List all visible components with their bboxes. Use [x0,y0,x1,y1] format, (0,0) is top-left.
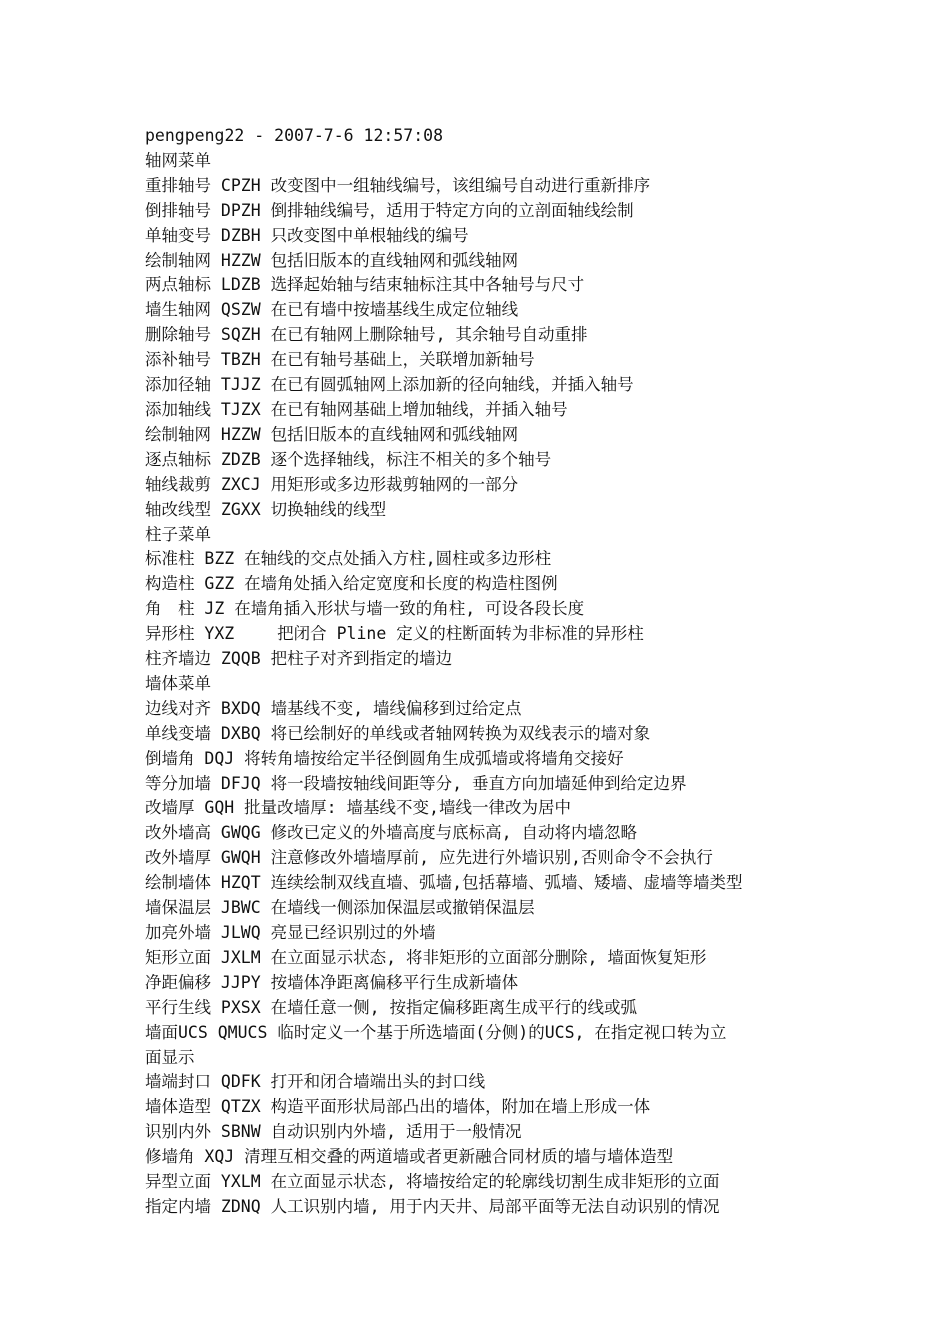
command-line: 墙生轴网 QSZW 在已有墙中按墙基线生成定位轴线 [145,300,519,320]
command-line: 添加轴线 TJZX 在已有轴网基础上增加轴线，并插入轴号 [145,399,568,419]
command-line: 墙端封口 QDFK 打开和闭合墙端出头的封口线 [145,1072,486,1092]
command-line: 单线变墙 DXBQ 将已绘制好的单线或者轴网转换为双线表示的墙对象 [145,723,651,743]
command-line: 标准柱 BZZ 在轴线的交点处插入方柱,圆柱或多边形柱 [145,549,552,569]
command-line: 角 柱 JZ 在墙角插入形状与墙一致的角柱, 可设各段长度 [145,599,585,619]
command-line: 异型立面 YXLM 在立面显示状态, 将墙按给定的轮廓线切割生成非矩形的立面 [145,1172,720,1192]
command-line: 添加径轴 TJJZ 在已有圆弧轴网上添加新的径向轴线，并插入轴号 [145,375,634,395]
command-line: 净距偏移 JJPY 按墙体净距离偏移平行生成新墙体 [145,972,519,992]
command-line: 倒排轴号 DPZH 倒排轴线编号，适用于特定方向的立剖面轴线绘制 [145,200,634,220]
command-line: 轴改线型 ZGXX 切换轴线的线型 [145,499,387,519]
command-line: 绘制轴网 HZZW 包括旧版本的直线轴网和弧线轴网 [145,424,519,444]
document-body [145,124,805,1220]
command-line: 单轴变号 DZBH 只改变图中单根轴线的编号 [145,225,469,245]
command-line-continuation: 面显示 [145,1047,195,1067]
command-line: 修墙角 XQJ 清理互相交叠的两道墙或者更新融合同材质的墙与墙体造型 [145,1147,674,1167]
section-heading-column-menu: 柱子菜单 [145,524,211,544]
command-line: 识别内外 SBNW 自动识别内外墙, 适用于一般情况 [145,1122,522,1142]
command-line: 平行生线 PXSX 在墙任意一侧, 按指定偏移距离生成平行的线或弧 [145,997,637,1017]
command-line: 改外墙高 GWQG 修改已定义的外墙高度与底标高, 自动将内墙忽略 [145,823,637,843]
command-line: 指定内墙 ZDNQ 人工识别内墙, 用于内天井、局部平面等无法自动识别的情况 [145,1196,720,1216]
command-line: 逐点轴标 ZDZB 逐个选择轴线，标注不相关的多个轴号 [145,449,552,469]
command-line: 加亮外墙 JLWQ 亮显已经识别过的外墙 [145,923,436,942]
command-line: 墙保温层 JBWC 在墙线一侧添加保温层或撤销保温层 [145,898,535,918]
command-line: 矩形立面 JXLM 在立面显示状态, 将非矩形的立面部分删除, 墙面恢复矩形 [145,947,707,967]
section-heading-axis-menu: 轴网菜单 [145,150,211,170]
command-line: 改墙厚 GQH 批量改墙厚: 墙基线不变,墙线一律改为居中 [145,798,571,818]
command-line: 轴线裁剪 ZXCJ 用矩形或多边形裁剪轴网的一部分 [145,474,519,494]
command-line: 倒墙角 DQJ 将转角墙按给定半径倒圆角生成弧墙或将墙角交接好 [145,748,624,768]
command-line: 墙体造型 QTZX 构造平面形状局部凸出的墙体，附加在墙上形成一体 [145,1097,651,1117]
command-line: 异形柱 YXZ 把闭合 Pline 定义的柱断面转为非标准的异形柱 [145,624,644,644]
command-line: 等分加墙 DFJQ 将一段墙按轴线间距等分, 垂直方向加墙延伸到给定边界 [145,773,687,793]
command-line: 添补轴号 TBZH 在已有轴号基础上，关联增加新轴号 [145,350,535,370]
command-line: 绘制轴网 HZZW 包括旧版本的直线轴网和弧线轴网 [145,250,519,270]
section-heading-wall-menu: 墙体菜单 [145,673,211,693]
command-line: 绘制墙体 HZQT 连续绘制双线直墙、弧墙,包括幕墙、弧墙、矮墙、虚墙等墙类型 [145,873,743,893]
command-line: 构造柱 GZZ 在墙角处插入给定宽度和长度的构造柱图例 [145,574,558,594]
command-line: 边线对齐 BXDQ 墙基线不变, 墙线偏移到过给定点 [145,698,522,718]
command-line: 删除轴号 SQZH 在已有轴网上删除轴号, 其余轴号自动重排 [145,325,588,345]
post-header: pengpeng22 - 2007-7-6 12:57:08 [145,126,444,145]
command-line: 墙面UCS QMUCS 临时定义一个基于所选墙面(分侧)的UCS, 在指定视口转为立 [145,1022,727,1042]
command-line: 柱齐墙边 ZQQB 把柱子对齐到指定的墙边 [145,649,453,669]
command-line: 两点轴标 LDZB 选择起始轴与结束轴标注其中各轴号与尺寸 [145,275,585,295]
command-line: 重排轴号 CPZH 改变图中一组轴线编号，该组编号自动进行重新排序 [145,175,651,195]
command-line: 改外墙厚 GWQH 注意修改外墙墙厚前, 应先进行外墙识别,否则命令不会执行 [145,848,713,868]
